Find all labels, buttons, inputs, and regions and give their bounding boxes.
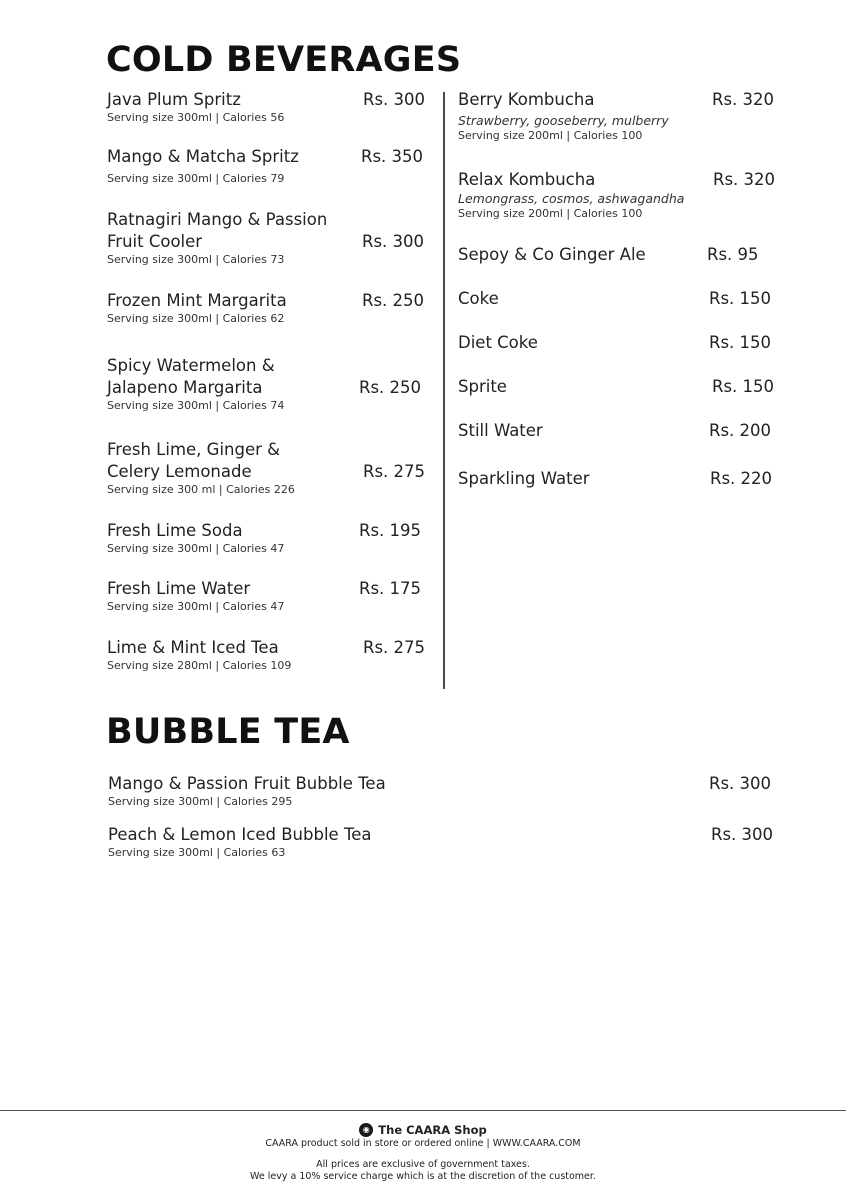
item-name: Spicy Watermelon & [107,356,275,375]
bubble-tea-heading: BUBBLE TEA [106,712,350,752]
item-name: Relax Kombucha [458,170,596,189]
menu-item [107,578,422,614]
cold-beverages-heading: COLD BEVERAGES [106,40,462,80]
menu-item [108,773,772,809]
item-name-line-2: Jalapeno Margarita [107,378,263,397]
item-description: Strawberry, gooseberry, mulberry [458,113,669,128]
item-serving: Serving size 200ml | Calories 100 [458,207,643,220]
item-price: Rs. 300 [711,825,774,844]
item-name: Fresh Lime, Ginger & [107,440,281,459]
menu-item [107,520,422,556]
menu-item [107,290,425,326]
item-price: Rs. 200 [709,421,772,440]
menu-item [107,637,426,673]
item-price: Rs. 250 [359,378,422,397]
menu-item [458,89,775,143]
shop-tagline: CAARA product sold in store or ordered online | WWW.CAARA.COM [265,1138,581,1149]
menu-item [458,244,759,266]
item-price: Rs. 150 [709,289,772,308]
item-name: Sepoy & Co Ginger Ale [458,245,646,264]
item-serving: Serving size 200ml | Calories 100 [458,129,643,142]
item-serving: Serving size 300ml | Calories 295 [108,795,293,808]
item-name: Mango & Passion Fruit Bubble Tea [108,774,386,793]
menu-item [458,420,772,442]
item-serving: Serving size 300ml | Calories 73 [107,253,285,266]
menu-item [107,439,426,497]
item-price: Rs. 300 [709,774,772,793]
item-serving: Serving size 280ml | Calories 109 [107,659,292,672]
menu-item [458,376,775,398]
item-serving: Serving size 300ml | Calories 62 [107,312,285,325]
item-price: Rs. 95 [707,245,759,264]
item-price: Rs. 275 [363,638,426,657]
item-serving: Serving size 300ml | Calories 47 [107,542,285,555]
menu-item [458,288,772,310]
item-description: Lemongrass, cosmos, ashwagandha [458,191,685,206]
item-serving: Serving size 300ml | Calories 47 [107,600,285,613]
item-name: Sprite [458,377,507,396]
menu-item [107,146,424,186]
item-name-line-2: Celery Lemonade [107,462,252,481]
menu-item [107,89,426,125]
item-serving: Serving size 300 ml | Calories 226 [107,483,295,496]
item-name-line-2: Fruit Cooler [107,232,203,251]
item-name: Ratnagiri Mango & Passion [107,210,328,229]
footer-divider [0,1110,846,1111]
menu-item [458,332,772,354]
item-price: Rs. 350 [361,147,424,166]
item-serving: Serving size 300ml | Calories 74 [107,399,285,412]
item-name: Coke [458,289,499,308]
footer [0,1122,846,1183]
item-name: Peach & Lemon Iced Bubble Tea [108,825,372,844]
menu-item [458,169,776,221]
item-price: Rs. 275 [363,462,426,481]
column-divider [443,92,445,689]
tax-note: All prices are exclusive of government taxes. [316,1159,530,1170]
item-serving: Serving size 300ml | Calories 79 [107,172,285,185]
item-name: Frozen Mint Margarita [107,291,287,310]
item-name: Java Plum Spritz [107,90,241,109]
item-price: Rs. 195 [359,521,422,540]
item-price: Rs. 320 [712,90,775,109]
item-serving: Serving size 300ml | Calories 63 [108,846,286,859]
menu-item [108,824,774,860]
item-price: Rs. 300 [363,90,426,109]
item-price: Rs. 250 [362,291,425,310]
shop-name: The CAARA Shop [378,1123,487,1137]
item-price: Rs. 150 [712,377,775,396]
item-price: Rs. 300 [362,232,425,251]
item-price: Rs. 150 [709,333,772,352]
item-name: Still Water [458,421,543,440]
item-name: Mango & Matcha Spritz [107,147,299,166]
item-name: Diet Coke [458,333,538,352]
item-name: Fresh Lime Soda [107,521,243,540]
item-price: Rs. 175 [359,579,422,598]
item-price: Rs. 220 [710,469,773,488]
menu-item [458,468,773,490]
shop-brand [0,1122,846,1138]
item-name: Berry Kombucha [458,90,595,109]
item-name: Sparkling Water [458,469,590,488]
menu-item [107,209,425,267]
service-charge-note: We levy a 10% service charge which is at the discretion of the customer. [250,1171,596,1182]
item-name: Fresh Lime Water [107,579,251,598]
item-price: Rs. 320 [713,170,776,189]
shop-logo-icon: ◉ [359,1123,373,1137]
item-name: Lime & Mint Iced Tea [107,638,279,657]
item-serving: Serving size 300ml | Calories 56 [107,111,285,124]
menu-item [107,355,422,413]
